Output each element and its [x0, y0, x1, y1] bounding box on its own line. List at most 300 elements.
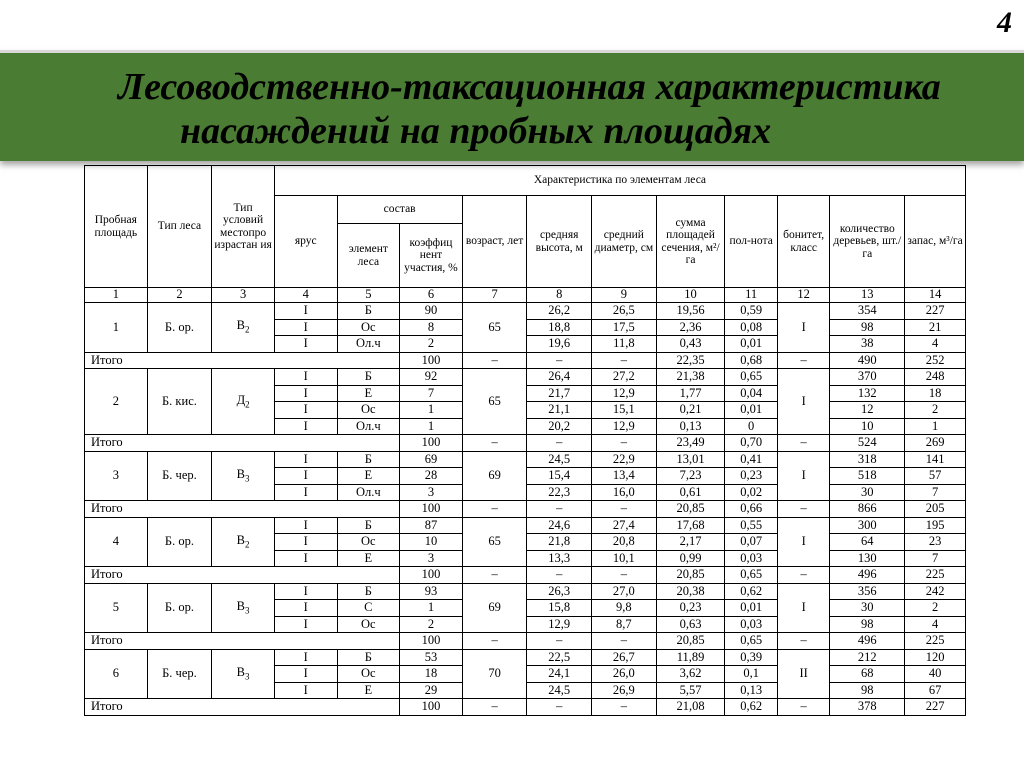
total-row — [85, 501, 966, 518]
tier: I — [274, 666, 337, 683]
total-tree-count: 378 — [830, 699, 905, 716]
forest-element: Ол.ч — [337, 418, 400, 435]
total-basal-area: 21,08 — [656, 699, 725, 716]
avg-diameter: 8,7 — [592, 616, 657, 633]
growth-condition — [212, 451, 275, 501]
total-coefficient: 100 — [400, 633, 463, 650]
forest-element: Е — [337, 550, 400, 567]
forest-element: Б — [337, 517, 400, 534]
header-growth-type: Тип условий местопро израстан ия — [212, 166, 275, 288]
coefficient: 1 — [400, 600, 463, 617]
total-row — [85, 435, 966, 452]
column-number: 1 — [85, 288, 148, 303]
basal-area: 7,23 — [656, 468, 725, 485]
column-number: 8 — [527, 288, 592, 303]
slide-number: 4 — [997, 6, 1012, 39]
total-density: 0,62 — [725, 699, 778, 716]
header-coefficient: коэффиц нент участия, % — [400, 224, 463, 288]
avg-height: 21,1 — [527, 402, 592, 419]
total-tree-count: 490 — [830, 352, 905, 369]
density: 0,41 — [725, 451, 778, 468]
total-height: – — [527, 633, 592, 650]
total-stock: 269 — [905, 435, 966, 452]
tier: I — [274, 451, 337, 468]
stock: 242 — [905, 583, 966, 600]
forest-type: Б. кис. — [147, 369, 212, 435]
tier: I — [274, 583, 337, 600]
table-row — [85, 517, 966, 534]
header-tier: ярус — [274, 196, 337, 288]
age: 69 — [462, 583, 527, 633]
basal-area: 11,89 — [656, 649, 725, 666]
total-stock: 225 — [905, 633, 966, 650]
growth-condition-index: 3 — [245, 671, 250, 682]
header-forest-type: Тип леса — [147, 166, 212, 288]
avg-diameter: 20,8 — [592, 534, 657, 551]
coefficient: 93 — [400, 583, 463, 600]
total-age: – — [462, 633, 527, 650]
avg-height: 22,5 — [527, 649, 592, 666]
total-height: – — [527, 352, 592, 369]
bonitet: I — [777, 303, 830, 353]
growth-condition — [212, 517, 275, 567]
density: 0,39 — [725, 649, 778, 666]
tree-count: 132 — [830, 385, 905, 402]
avg-height: 15,4 — [527, 468, 592, 485]
bonitet: I — [777, 451, 830, 501]
growth-condition-index: 2 — [245, 539, 250, 550]
avg-diameter: 11,8 — [592, 336, 657, 353]
total-coefficient: 100 — [400, 501, 463, 518]
tier: I — [274, 468, 337, 485]
basal-area: 0,23 — [656, 600, 725, 617]
header-plot: Пробная площадь — [85, 166, 148, 288]
stock: 4 — [905, 616, 966, 633]
stock: 40 — [905, 666, 966, 683]
total-bonitet: – — [777, 352, 830, 369]
basal-area: 19,56 — [656, 303, 725, 320]
avg-height: 20,2 — [527, 418, 592, 435]
coefficient: 69 — [400, 451, 463, 468]
total-coefficient: 100 — [400, 699, 463, 716]
basal-area: 0,63 — [656, 616, 725, 633]
basal-area: 17,68 — [656, 517, 725, 534]
coefficient: 28 — [400, 468, 463, 485]
total-diameter: – — [592, 352, 657, 369]
avg-height: 24,1 — [527, 666, 592, 683]
total-stock: 205 — [905, 501, 966, 518]
stock: 7 — [905, 484, 966, 501]
density: 0,04 — [725, 385, 778, 402]
coefficient: 3 — [400, 550, 463, 567]
table-row — [85, 369, 966, 386]
header-age: возраст, лет — [462, 196, 527, 288]
taxation-table — [84, 165, 966, 716]
basal-area: 0,61 — [656, 484, 725, 501]
title-line-1: Лесоводственно-таксационная характеристика — [118, 66, 941, 108]
column-numbers-row — [85, 288, 966, 303]
tree-count: 212 — [830, 649, 905, 666]
tree-count: 12 — [830, 402, 905, 419]
coefficient: 1 — [400, 418, 463, 435]
tier: I — [274, 534, 337, 551]
total-basal-area: 20,85 — [656, 501, 725, 518]
title-banner — [0, 50, 1024, 161]
plot-number: 3 — [85, 451, 148, 501]
forest-element: Б — [337, 303, 400, 320]
tier: I — [274, 369, 337, 386]
density: 0 — [725, 418, 778, 435]
growth-condition-letter: В — [236, 598, 245, 613]
tier: I — [274, 336, 337, 353]
avg-diameter: 26,0 — [592, 666, 657, 683]
header-count: количество деревьев, шт./га — [830, 196, 905, 288]
total-stock: 252 — [905, 352, 966, 369]
tree-count: 518 — [830, 468, 905, 485]
plot-number: 2 — [85, 369, 148, 435]
forest-type: Б. чер. — [147, 649, 212, 699]
tier: I — [274, 649, 337, 666]
coefficient: 2 — [400, 616, 463, 633]
total-stock: 225 — [905, 567, 966, 584]
coefficient: 3 — [400, 484, 463, 501]
basal-area: 0,43 — [656, 336, 725, 353]
basal-area: 13,01 — [656, 451, 725, 468]
plot-number: 1 — [85, 303, 148, 353]
avg-height: 22,3 — [527, 484, 592, 501]
basal-area: 1,77 — [656, 385, 725, 402]
total-age: – — [462, 699, 527, 716]
avg-diameter: 9,8 — [592, 600, 657, 617]
column-number: 3 — [212, 288, 275, 303]
header-height: средняя высота, м — [527, 196, 592, 288]
total-tree-count: 496 — [830, 633, 905, 650]
coefficient: 92 — [400, 369, 463, 386]
avg-diameter: 26,5 — [592, 303, 657, 320]
tier: I — [274, 319, 337, 336]
coefficient: 53 — [400, 649, 463, 666]
tree-count: 10 — [830, 418, 905, 435]
total-bonitet: – — [777, 435, 830, 452]
growth-condition-letter: В — [236, 466, 245, 481]
density: 0,03 — [725, 616, 778, 633]
tree-count: 98 — [830, 319, 905, 336]
forest-element: Ос — [337, 402, 400, 419]
total-age: – — [462, 435, 527, 452]
growth-condition-index: 2 — [245, 324, 250, 335]
density: 0,13 — [725, 682, 778, 699]
density: 0,02 — [725, 484, 778, 501]
growth-condition — [212, 649, 275, 699]
plot-number: 6 — [85, 649, 148, 699]
total-row — [85, 352, 966, 369]
tier: I — [274, 385, 337, 402]
tier: I — [274, 682, 337, 699]
total-row — [85, 633, 966, 650]
forest-type: Б. чер. — [147, 451, 212, 501]
growth-condition-index: 3 — [245, 473, 250, 484]
column-number: 11 — [725, 288, 778, 303]
tier: I — [274, 616, 337, 633]
forest-element: Б — [337, 369, 400, 386]
basal-area: 5,57 — [656, 682, 725, 699]
total-label: Итого — [85, 633, 400, 650]
density: 0,62 — [725, 583, 778, 600]
forest-element: С — [337, 600, 400, 617]
bonitet: I — [777, 517, 830, 567]
tree-count: 38 — [830, 336, 905, 353]
coefficient: 29 — [400, 682, 463, 699]
total-label: Итого — [85, 435, 400, 452]
total-label: Итого — [85, 352, 400, 369]
column-number: 14 — [905, 288, 966, 303]
total-coefficient: 100 — [400, 567, 463, 584]
forest-type: Б. ор. — [147, 517, 212, 567]
tree-count: 354 — [830, 303, 905, 320]
total-height: – — [527, 699, 592, 716]
stock: 1 — [905, 418, 966, 435]
total-density: 0,65 — [725, 567, 778, 584]
tree-count: 318 — [830, 451, 905, 468]
avg-height: 24,6 — [527, 517, 592, 534]
avg-diameter: 27,4 — [592, 517, 657, 534]
forest-element: Ол.ч — [337, 484, 400, 501]
stock: 18 — [905, 385, 966, 402]
total-bonitet: – — [777, 633, 830, 650]
total-bonitet: – — [777, 567, 830, 584]
header-composition: состав — [337, 196, 462, 224]
tree-count: 300 — [830, 517, 905, 534]
growth-condition-index: 2 — [245, 399, 250, 410]
total-bonitet: – — [777, 699, 830, 716]
total-density: 0,70 — [725, 435, 778, 452]
basal-area: 21,38 — [656, 369, 725, 386]
tier: I — [274, 303, 337, 320]
stock: 195 — [905, 517, 966, 534]
coefficient: 8 — [400, 319, 463, 336]
forest-element: Ос — [337, 534, 400, 551]
tree-count: 68 — [830, 666, 905, 683]
tree-count: 356 — [830, 583, 905, 600]
total-diameter: – — [592, 633, 657, 650]
age: 70 — [462, 649, 527, 699]
coefficient: 7 — [400, 385, 463, 402]
basal-area: 0,21 — [656, 402, 725, 419]
column-number: 6 — [400, 288, 463, 303]
avg-diameter: 17,5 — [592, 319, 657, 336]
avg-height: 13,3 — [527, 550, 592, 567]
total-diameter: – — [592, 501, 657, 518]
stock: 120 — [905, 649, 966, 666]
coefficient: 10 — [400, 534, 463, 551]
growth-condition — [212, 303, 275, 353]
avg-diameter: 26,7 — [592, 649, 657, 666]
forest-element: Е — [337, 385, 400, 402]
stock: 2 — [905, 600, 966, 617]
total-diameter: – — [592, 435, 657, 452]
age: 69 — [462, 451, 527, 501]
header-element: элемент леса — [337, 224, 400, 288]
total-basal-area: 20,85 — [656, 567, 725, 584]
coefficient: 2 — [400, 336, 463, 353]
age: 65 — [462, 517, 527, 567]
coefficient: 87 — [400, 517, 463, 534]
tree-count: 30 — [830, 600, 905, 617]
avg-diameter: 22,9 — [592, 451, 657, 468]
avg-diameter: 15,1 — [592, 402, 657, 419]
avg-diameter: 13,4 — [592, 468, 657, 485]
table-row — [85, 583, 966, 600]
stock: 4 — [905, 336, 966, 353]
stock: 2 — [905, 402, 966, 419]
tree-count: 98 — [830, 682, 905, 699]
age: 65 — [462, 303, 527, 353]
total-height: – — [527, 501, 592, 518]
stock: 67 — [905, 682, 966, 699]
total-tree-count: 496 — [830, 567, 905, 584]
total-basal-area: 20,85 — [656, 633, 725, 650]
tree-count: 64 — [830, 534, 905, 551]
stock: 21 — [905, 319, 966, 336]
tier: I — [274, 418, 337, 435]
forest-element: Е — [337, 468, 400, 485]
tier: I — [274, 517, 337, 534]
plot-number: 5 — [85, 583, 148, 633]
total-row — [85, 699, 966, 716]
total-density: 0,68 — [725, 352, 778, 369]
avg-diameter: 27,2 — [592, 369, 657, 386]
avg-height: 21,7 — [527, 385, 592, 402]
density: 0,55 — [725, 517, 778, 534]
header-basal-area: сумма площадей сечения, м²/га — [656, 196, 725, 288]
total-label: Итого — [85, 501, 400, 518]
total-bonitet: – — [777, 501, 830, 518]
total-height: – — [527, 435, 592, 452]
stock: 57 — [905, 468, 966, 485]
total-label: Итого — [85, 567, 400, 584]
column-number: 7 — [462, 288, 527, 303]
header-bonitet: бонитет, класс — [777, 196, 830, 288]
avg-height: 18,8 — [527, 319, 592, 336]
density: 0,08 — [725, 319, 778, 336]
density: 0,59 — [725, 303, 778, 320]
forest-element: Е — [337, 682, 400, 699]
basal-area: 20,38 — [656, 583, 725, 600]
growth-condition — [212, 369, 275, 435]
avg-diameter: 26,9 — [592, 682, 657, 699]
basal-area: 0,99 — [656, 550, 725, 567]
bonitet: I — [777, 369, 830, 435]
density: 0,23 — [725, 468, 778, 485]
avg-diameter: 12,9 — [592, 418, 657, 435]
basal-area: 2,17 — [656, 534, 725, 551]
forest-type: Б. ор. — [147, 583, 212, 633]
total-age: – — [462, 501, 527, 518]
column-number: 12 — [777, 288, 830, 303]
forest-element: Б — [337, 583, 400, 600]
growth-condition-letter: В — [236, 318, 245, 333]
avg-height: 24,5 — [527, 682, 592, 699]
tier: I — [274, 484, 337, 501]
coefficient: 90 — [400, 303, 463, 320]
total-coefficient: 100 — [400, 435, 463, 452]
forest-element: Ол.ч — [337, 336, 400, 353]
avg-height: 12,9 — [527, 616, 592, 633]
table-row — [85, 451, 966, 468]
forest-element: Ос — [337, 666, 400, 683]
tree-count: 370 — [830, 369, 905, 386]
table-row — [85, 303, 966, 320]
header-elements-group: Характеристика по элементам леса — [274, 166, 965, 196]
table-body — [85, 303, 966, 716]
avg-height: 19,6 — [527, 336, 592, 353]
stock: 248 — [905, 369, 966, 386]
basal-area: 3,62 — [656, 666, 725, 683]
table-row — [85, 649, 966, 666]
total-basal-area: 22,35 — [656, 352, 725, 369]
total-row — [85, 567, 966, 584]
growth-condition-letter: В — [236, 532, 245, 547]
column-number: 4 — [274, 288, 337, 303]
stock: 227 — [905, 303, 966, 320]
tree-count: 130 — [830, 550, 905, 567]
growth-condition-letter: В — [236, 664, 245, 679]
total-tree-count: 524 — [830, 435, 905, 452]
density: 0,01 — [725, 336, 778, 353]
density: 0,65 — [725, 369, 778, 386]
column-number: 9 — [592, 288, 657, 303]
density: 0,01 — [725, 600, 778, 617]
growth-condition — [212, 583, 275, 633]
tier: I — [274, 550, 337, 567]
basal-area: 0,13 — [656, 418, 725, 435]
stock: 7 — [905, 550, 966, 567]
header-diameter: средний диаметр, см — [592, 196, 657, 288]
coefficient: 18 — [400, 666, 463, 683]
total-diameter: – — [592, 567, 657, 584]
header-density: пол-нота — [725, 196, 778, 288]
tier: I — [274, 600, 337, 617]
stock: 141 — [905, 451, 966, 468]
forest-element: Ос — [337, 616, 400, 633]
forest-type: Б. ор. — [147, 303, 212, 353]
bonitet: II — [777, 649, 830, 699]
forest-element: Б — [337, 649, 400, 666]
stock: 23 — [905, 534, 966, 551]
coefficient: 1 — [400, 402, 463, 419]
bonitet: I — [777, 583, 830, 633]
avg-diameter: 10,1 — [592, 550, 657, 567]
avg-height: 26,3 — [527, 583, 592, 600]
column-number: 13 — [830, 288, 905, 303]
total-coefficient: 100 — [400, 352, 463, 369]
total-age: – — [462, 352, 527, 369]
tree-count: 98 — [830, 616, 905, 633]
tree-count: 30 — [830, 484, 905, 501]
avg-height: 26,4 — [527, 369, 592, 386]
total-label: Итого — [85, 699, 400, 716]
forest-element: Б — [337, 451, 400, 468]
density: 0,03 — [725, 550, 778, 567]
total-diameter: – — [592, 699, 657, 716]
taxation-table-container — [84, 165, 966, 716]
avg-height: 26,2 — [527, 303, 592, 320]
avg-height: 21,8 — [527, 534, 592, 551]
total-tree-count: 866 — [830, 501, 905, 518]
density: 0,07 — [725, 534, 778, 551]
forest-element: Ос — [337, 319, 400, 336]
title-line-2: насаждений на пробных площадях — [180, 110, 772, 152]
